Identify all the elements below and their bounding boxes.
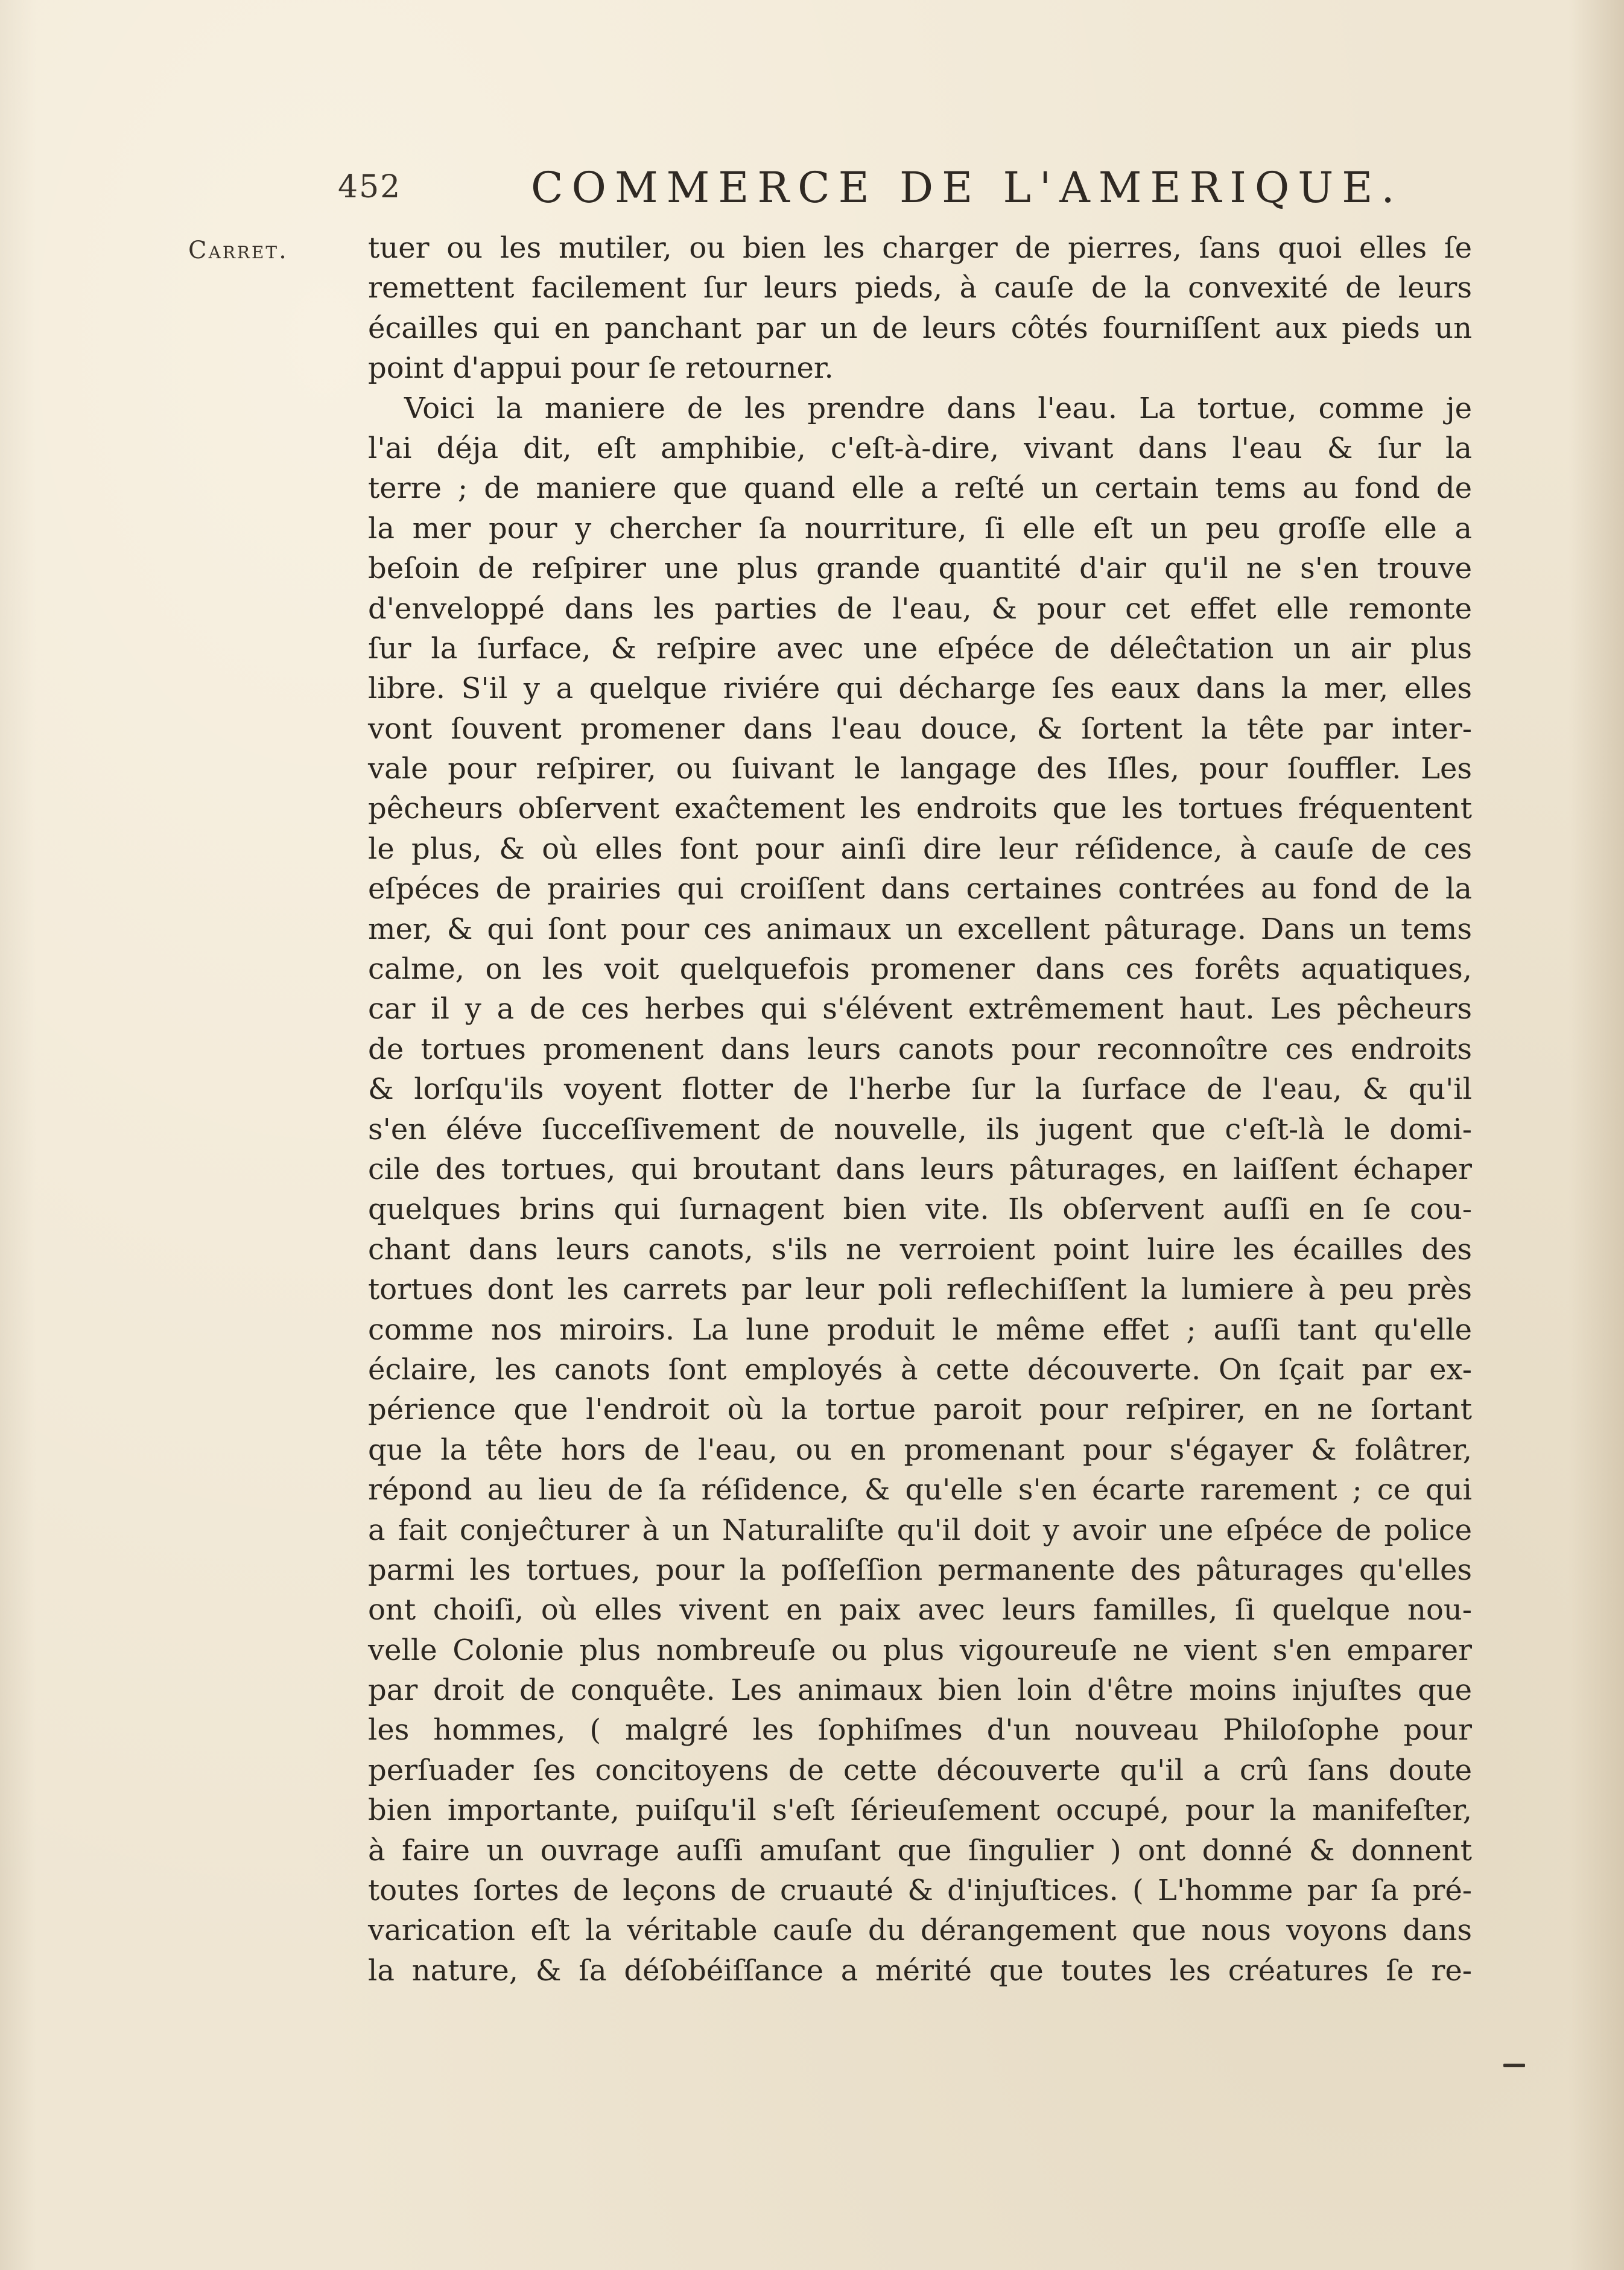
text-line: bien importante, puiſqu'il s'eſt ſérieuſement occupé, pour la manifeſter, [368,1793,1472,1828]
text-line: tortues dont les carrets par leur poli reflechiſſent la lumiere à peu près [368,1273,1472,1307]
text-line: la mer pour y chercher ſa nourriture, ſi elle eſt un peu groſſe elle a [368,511,1472,545]
text-line: chant dans leurs canots, s'ils ne verroient point luire les écailles des [368,1232,1472,1267]
text-line: tuer ou les mutiler, ou bien les charger de pierres, ſans quoi elles ſe [368,231,1472,265]
text-line: varication eſt la véritable cauſe du dérangement que nous voyons dans [368,1913,1472,1948]
text-line: toutes ſortes de leçons de cruauté & d'injuſtices. ( L'homme par ſa pré- [368,1874,1472,1908]
text-line: comme nos miroirs. La lune produit le même effet ; auſſi tant qu'elle [368,1312,1472,1347]
catchword-dash [1503,2064,1525,2067]
text-line: car il y a de ces herbes qui s'élévent extrêmement haut. Les pêcheurs [368,992,1472,1026]
text-line: que la tête hors de l'eau, ou en promenant pour s'égayer & folâtrer, [368,1432,1472,1467]
body-text [368,228,1472,1991]
text-line: & lorſqu'ils voyent flotter de l'herbe ſur la ſurface de l'eau, & qu'il [368,1072,1472,1107]
text-line: point d'appui pour ſe retourner. [368,351,834,386]
text-line: parmi les tortues, pour la poſſeſſion permanente des pâturages qu'elles [368,1553,1472,1587]
text-line: quelques brins qui ſurnagent bien vite. Ils obſervent auſſi en ſe cou- [368,1192,1472,1227]
text-line: d'enveloppé dans les parties de l'eau, & pour cet effet elle remonte [368,591,1472,626]
text-line: remettent facilement ſur leurs pieds, à cauſe de la convexité de leurs [368,271,1472,305]
text-line: répond au lieu de ſa réſidence, & qu'elle s'en écarte rarement ; ce qui [368,1473,1472,1507]
text-line: le plus, & où elles font pour ainſi dire leur réſidence, à cauſe de ces [368,831,1472,866]
margin-note: Carret. [188,237,288,264]
text-line: ſur la ſurface, & reſpire avec une eſpéce de déleĉtation un air plus [368,631,1472,666]
text-line: de tortues promenent dans leurs canots pour reconnoître ces endroits [368,1032,1472,1066]
text-line: Voici la maniere de les prendre dans l'eau. La tortue, comme je [404,391,1472,425]
text-line: les hommes, ( malgré les ſophiſmes d'un nouveau Philoſophe pour [368,1713,1472,1747]
text-line: vale pour reſpirer, ou ſuivant le langage des Iſles, pour ſouffler. Les [368,752,1472,786]
page-header [338,163,1424,211]
text-line: la nature, & ſa déſobéiſſance a mérité que toutes les créatures ſe re- [368,1953,1472,1988]
text-line: à faire un ouvrage auſſi amuſant que ſingulier ) ont donné & donnent [368,1833,1472,1868]
text-line: velle Colonie plus nombreuſe ou plus vigoureuſe ne vient s'en emparer [368,1633,1472,1667]
text-line: mer, & qui ſont pour ces animaux un excellent pâturage. Dans un tems [368,912,1472,946]
text-line: pêcheurs obſervent exaĉtement les endroits que les tortues fréquentent [368,792,1472,826]
text-line: s'en éléve ſucceſſivement de nouvelle, ils jugent que c'eſt-là le domi- [368,1112,1472,1146]
text-line: libre. S'il y a quelque riviére qui décharge ſes eaux dans la mer, elles [368,672,1472,706]
text-line: vont ſouvent promener dans l'eau douce, & ſortent la tête par inter- [368,711,1472,746]
text-line: l'ai déja dit, eſt amphibie, c'eſt-à-dire, vivant dans l'eau & ſur la [368,431,1472,465]
text-line: par droit de conquête. Les animaux bien loin d'être moins injuſtes que [368,1673,1472,1708]
text-line: terre ; de maniere que quand elle a reſté un certain tems au fond de [368,471,1472,506]
text-line: cile des tortues, qui broutant dans leurs pâturages, en laiſſent échaper [368,1152,1472,1186]
page-number: 452 [338,169,402,205]
text-line: écailles qui en panchant par un de leurs côtés fourniſſent aux pieds un [368,311,1472,345]
text-line: perſuader ſes concitoyens de cette découverte qu'il a crû ſans doute [368,1753,1472,1787]
text-line: éclaire, les canots ſont employés à cette découverte. On ſçait par ex- [368,1352,1472,1387]
text-line: beſoin de reſpirer une plus grande quantité d'air qu'il ne s'en trouve [368,552,1472,586]
text-line: périence que l'endroit où la tortue paroit pour reſpirer, en ne ſortant [368,1393,1472,1427]
text-line: ont choiſi, où elles vivent en paix avec leurs familles, ſi quelque nou- [368,1593,1472,1627]
text-line: a fait conjeĉturer à un Naturaliſte qu'il doit y avoir une eſpéce de police [368,1513,1472,1547]
text-line: eſpéces de prairies qui croiſſent dans certaines contrées au fond de la [368,872,1472,906]
running-title: COMMERCE DE L'AMERIQUE. [531,163,1403,212]
text-line: calme, on les voit quelquefois promener dans ces forêts aquatiques, [368,952,1472,987]
